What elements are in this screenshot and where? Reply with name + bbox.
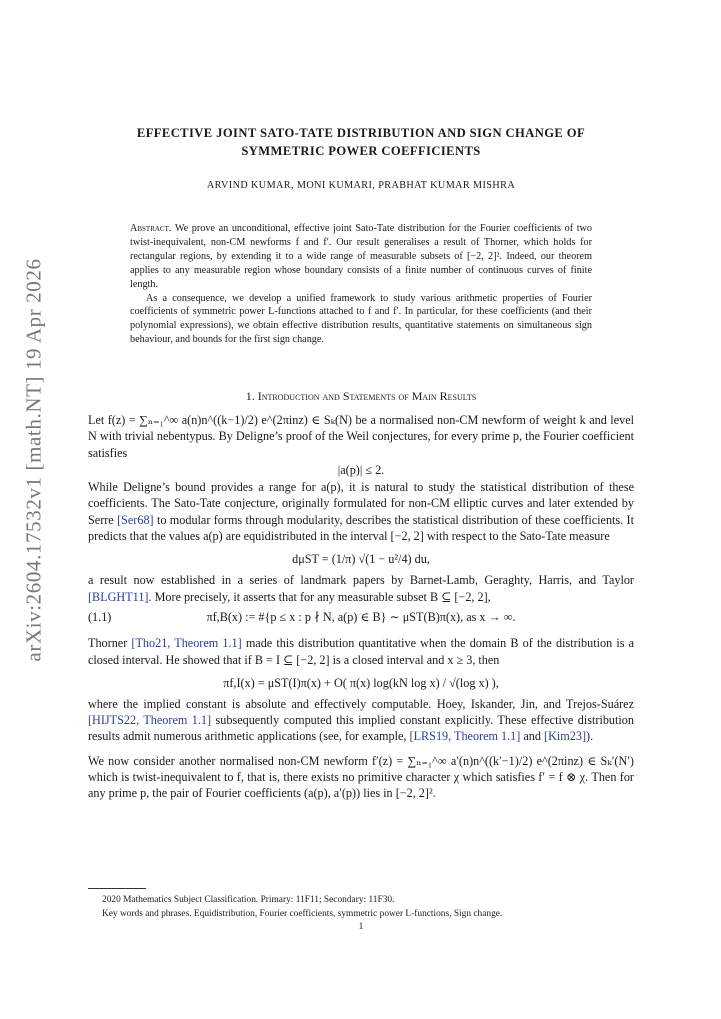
body-text-4b: made this distribution quantitative when the domain B of the distribution is a closed interval. He showed that if B = I ⊆ [−2, 2] is a closed interval and x ≥ 3, then bbox=[88, 636, 634, 667]
section-heading: 1. Introduction and Statements of Main Results bbox=[245, 389, 477, 403]
body-paragraph-3 bbox=[88, 572, 634, 605]
citation-blght11[interactable]: [BLGHT11] bbox=[88, 589, 149, 604]
abstract-text-1: We prove an unconditional, effective joint Sato-Tate distribution for the Fourier coefficients of two twist-inequivalent, non-CM newforms f and f′. Our result generalises a result of Thorner, which holds for rectangular regions, by extending it to a wide range of measurable subsets of [−2, 2]². Indeed, our theorem applies to any measurable region whose boundary consists of a finite number of continuous curves of finite length. bbox=[130, 223, 592, 290]
body-paragraph-2 bbox=[88, 479, 634, 544]
title-line-1: EFFECTIVE JOINT SATO-TATE DISTRIBUTION AND SIGN CHANGE OF bbox=[136, 126, 586, 140]
title-line-2: SYMMETRIC POWER COEFFICIENTS bbox=[241, 144, 481, 158]
citation-lrs19[interactable]: [LRS19, Theorem 1.1] bbox=[409, 729, 521, 744]
equation-thorner-bound: πf,I(x) = μST(I)π(x) + O( π(x) log(kN log x) / √(log x) ), bbox=[223, 675, 499, 690]
body-paragraph-5 bbox=[88, 696, 634, 745]
body-paragraph-6: We now consider another normalised non-CM newform f′(z) = ∑ₙ₌₁^∞ a′(n)n^((k′−1)/2) e^(2πinz) ∈ Sₖ′(N′) which is twist-inequivalent to f, that is, there exists no primitive character χ which satisfies f′ = f ⊗ χ. Then for any prime p, the pair of Fourier coefficients (a(p), a′(p)) lies in [−2, 2]². bbox=[88, 753, 634, 801]
paragraph-gap bbox=[88, 745, 634, 753]
citation-tho21[interactable]: [Tho21, Theorem 1.1] bbox=[131, 636, 242, 651]
body-text-5c: and bbox=[520, 729, 545, 744]
equation-deligne-bound: |a(p)| ≤ 2. bbox=[337, 462, 385, 477]
abstract-paragraph-1 bbox=[130, 222, 592, 292]
abstract bbox=[130, 222, 592, 347]
equation-sato-tate-measure: dμST = (1/π) √(1 − u²/4) du, bbox=[292, 552, 430, 567]
footnotes bbox=[102, 894, 634, 921]
abstract-paragraph-2: As a consequence, we develop a unified framework to study various arithmetic properties of Fourier coefficients of symmetric power L-functions attached to f and f′. In particular, for these coefficients (and their polynomial expressions), we obtain effective distribution results, quantitative statements on simultaneous sign behaviour, and bounds for the first sign change. bbox=[130, 292, 592, 346]
abstract-label: Abstract. bbox=[130, 223, 172, 234]
page-number: 1 bbox=[358, 922, 364, 932]
citation-kim23[interactable]: [Kim23] bbox=[544, 729, 587, 744]
body-text-5d: ). bbox=[586, 729, 594, 744]
arxiv-identifier: arXiv:2604.17532v1 [math.NT] 19 Apr 2026 bbox=[21, 258, 46, 662]
body-paragraph-1: Let f(z) = ∑ₙ₌₁^∞ a(n)n^((k−1)/2) e^(2πinz) ∈ Sₖ(N) be a normalised non-CM newform of weight k and level N with trivial nebentypus. By Deligne’s proof of the Weil conjectures, for every prime p, the Fourier coefficient satisfies bbox=[88, 413, 634, 460]
footnote-msc: 2020 Mathematics Subject Classification. Primary: 11F11; Secondary: 11F30. bbox=[102, 895, 395, 905]
body-text-5b: subsequently computed this implied constant explicitly. These effective distribution results admit numerous arithmetic applications (see, for example, bbox=[88, 713, 634, 744]
arxiv-sidebar bbox=[14, 230, 54, 690]
body-text-2b: to modular forms through modularity, describes the statistical distribution of these coefficients. It predicts that the values a(p) are equidistributed in the interval [−2, 2] with respect to the Sato-Tate measure bbox=[88, 512, 635, 544]
body-text-4a: Thorner bbox=[88, 636, 132, 651]
citation-ser68[interactable]: [Ser68] bbox=[117, 512, 154, 527]
body-text bbox=[88, 412, 634, 802]
paper-title bbox=[88, 124, 634, 160]
footnote-keywords: Key words and phrases. Equidistribution, Fourier coefficients, symmetric power L-functions, Sign change. bbox=[102, 908, 503, 919]
footnote-rule bbox=[88, 888, 146, 889]
body-text-3b: . More precisely, it asserts that for any measurable subset B ⊆ [−2, 2], bbox=[148, 589, 491, 604]
author-list: ARVIND KUMAR, MONI KUMARI, PRABHAT KUMAR MISHRA bbox=[206, 180, 516, 191]
body-text-2a: While Deligne’s bound provides a range for a(p), it is natural to study the statistical distribution of these coefficients. The Sato-Tate conjecture, originally formulated for non-CM elliptic curves and later extended by Serre bbox=[88, 480, 634, 527]
citation-hijts22[interactable]: [HIJTS22, Theorem 1.1] bbox=[88, 713, 212, 728]
equation-1-1 bbox=[88, 609, 634, 625]
body-text-3a: a result now established in a series of landmark papers by Barnet-Lamb, Geraghty, Harris, and Taylor bbox=[88, 573, 634, 588]
equation-number: (1.1) bbox=[88, 609, 112, 624]
equation-1-1-content: πf,B(x) := #{p ≤ x : p ∤ N, a(p) ∈ B} ∼ μST(B)π(x), as x → ∞. bbox=[206, 609, 516, 624]
body-paragraph-4 bbox=[88, 635, 634, 668]
body-text-5a: where the implied constant is absolute and effectively computable. Hoey, Iskander, Jin, and Trejos-Suárez bbox=[88, 696, 634, 711]
